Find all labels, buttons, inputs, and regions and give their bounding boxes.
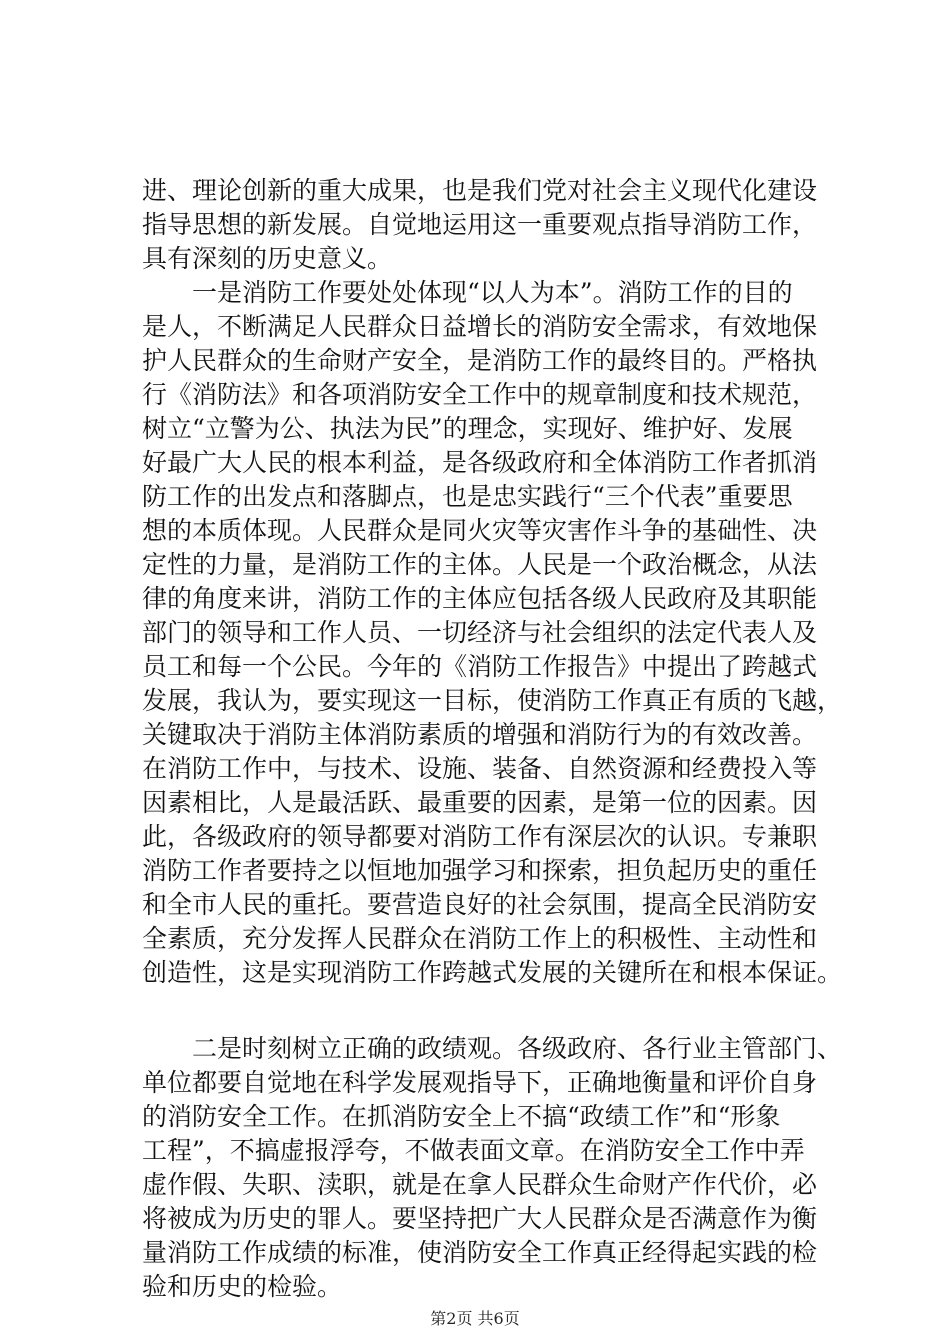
body-text-line: 具有深刻的历史意义。: [142, 244, 393, 273]
body-text-line: 和全市人民的重托。要营造良好的社会氛围，提高全民消防安: [142, 890, 818, 919]
body-text-line: 虚作假、失职、渎职，就是在拿人民群众生命财产作代价，必: [142, 1170, 818, 1199]
body-text-line: 关键取决于消防主体消防素质的增强和消防行为的有效改善。: [142, 720, 818, 749]
body-text-line: 树立“立警为公、执法为民”的理念，实现好、维护好、发展: [142, 414, 793, 443]
body-text-line: 律的角度来讲，消防工作的主体应包括各级人民政府及其职能: [142, 584, 818, 613]
page-number-footer: 第2页 共6页: [430, 1309, 520, 1328]
body-text-line: 此，各级政府的领导都要对消防工作有深层次的认识。专兼职: [142, 822, 818, 851]
body-text-line: 防工作的出发点和落脚点，也是忠实践行“三个代表”重要思: [142, 482, 793, 511]
body-text-line: 验和历史的检验。: [142, 1272, 343, 1301]
body-text-line: 进、理论创新的重大成果，也是我们党对社会主义现代化建设: [142, 176, 818, 205]
body-text-line: 的消防安全工作。在抓消防安全上不搞“政绩工作”和“形象: [142, 1102, 781, 1131]
body-text-line: 发展，我认为，要实现这一目标，使消防工作真正有质的飞越，: [142, 686, 843, 715]
body-text-line: 指导思想的新发展。自觉地运用这一重要观点指导消防工作，: [142, 210, 818, 239]
body-text-line: 护人民群众的生命财产安全，是消防工作的最终目的。严格执: [142, 346, 818, 375]
body-text-line: 好最广大人民的根本利益，是各级政府和全体消防工作者抓消: [142, 448, 818, 477]
body-text-line: 想的本质体现。人民群众是同火灾等灾害作斗争的基础性、决: [142, 516, 818, 545]
body-text-line: 创造性，这是实现消防工作跨越式发展的关键所在和根本保证。: [142, 958, 843, 987]
body-text-line: 量消防工作成绩的标准，使消防安全工作真正经得起实践的检: [142, 1238, 818, 1267]
body-text-line: 行《消防法》和各项消防安全工作中的规章制度和技术规范，: [142, 380, 818, 409]
body-text-line: 员工和每一个公民。今年的《消防工作报告》中提出了跨越式: [142, 652, 818, 681]
body-text-line: 部门的领导和工作人员、一切经济与社会组织的法定代表人及: [142, 618, 818, 647]
body-text-line: 一是消防工作要处处体现“以人为本”。消防工作的目的: [142, 278, 793, 307]
body-text-line: 将被成为历史的罪人。要坚持把广大人民群众是否满意作为衡: [142, 1204, 818, 1233]
body-text-line: 单位都要自觉地在科学发展观指导下，正确地衡量和评价自身: [142, 1068, 818, 1097]
body-text-line: 因素相比，人是最活跃、最重要的因素，是第一位的因素。因: [142, 788, 818, 817]
body-text-line: 工程”，不搞虚报浮夸，不做表面文章。在消防安全工作中弄: [142, 1136, 805, 1165]
body-text-line: 消防工作者要持之以恒地加强学习和探索，担负起历史的重任: [142, 856, 818, 885]
body-text-line: 全素质，充分发挥人民群众在消防工作上的积极性、主动性和: [142, 924, 818, 953]
body-text-line: 在消防工作中，与技术、设施、装备、自然资源和经费投入等: [142, 754, 818, 783]
body-text-line: 是人，不断满足人民群众日益增长的消防安全需求，有效地保: [142, 312, 818, 341]
body-text-line: 定性的力量，是消防工作的主体。人民是一个政治概念，从法: [142, 550, 818, 579]
body-text-line: 二是时刻树立正确的政绩观。各级政府、各行业主管部门、: [142, 1034, 843, 1063]
